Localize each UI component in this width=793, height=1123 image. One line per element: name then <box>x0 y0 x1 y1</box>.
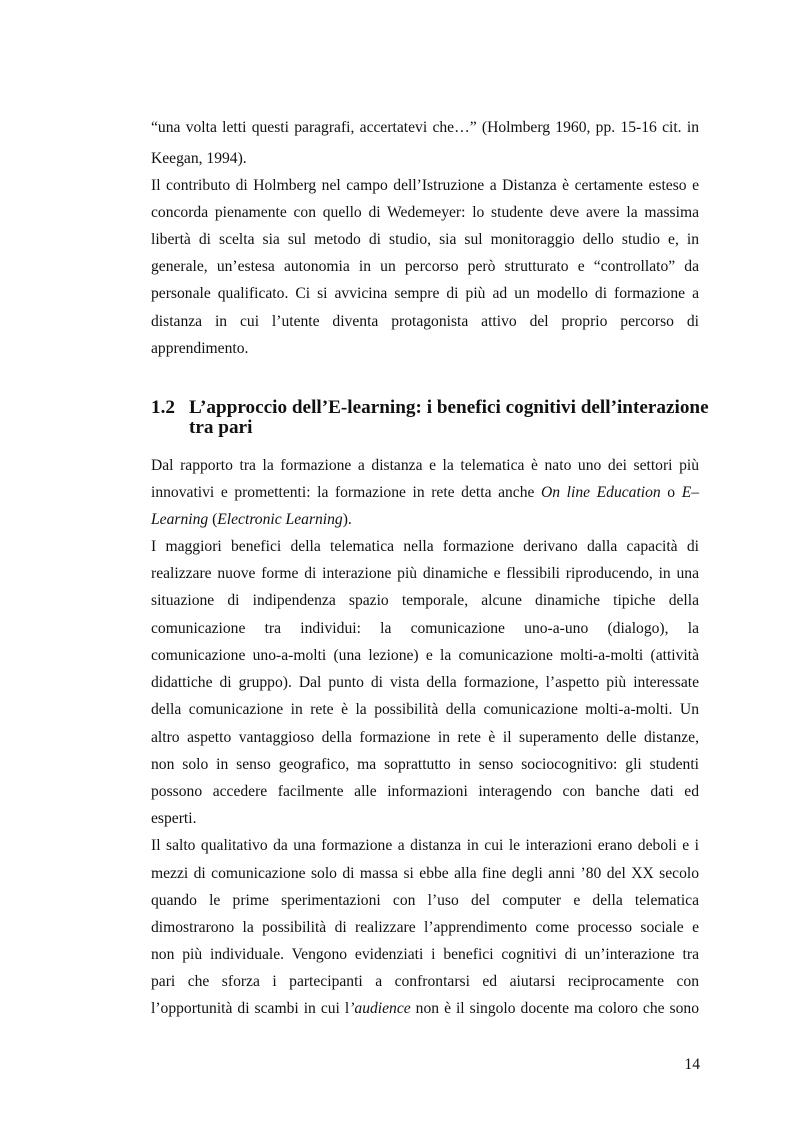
paragraph-2-line-7: apprendimento. <box>151 340 249 357</box>
paragraph-5-line-2: mezzi di comunicazione solo di massa si ebbe alla fine degli anni ’80 del XX secolo <box>151 865 699 882</box>
paragraph-3-text: innovativi e promettenti: la formazione in rete detta anche <box>151 484 542 501</box>
page-number: 14 <box>684 1056 700 1073</box>
paragraph-4-line-4: comunicazione tra individui: la comunicazione uno-a-uno (dialogo), la <box>151 620 699 637</box>
paragraph-2-line-4: generale, un’estesa autonomia in un percorso però strutturato e “controllato” da <box>151 258 699 275</box>
paragraph-3-line-2 <box>151 483 699 503</box>
paragraph-3-text: o <box>660 484 682 501</box>
paragraph-4-line-5: comunicazione uno-a-molti (una lezione) e la comunicazione molti-a-molti (attività <box>151 647 699 664</box>
paragraph-5-line-7 <box>151 999 699 1019</box>
paragraph-2-line-3: libertà di scelta sia sul metodo di studio, sia sul monitoraggio dello studio e, in <box>151 231 699 248</box>
paragraph-4-line-9: non solo in senso geografico, ma soprattutto in senso sociocognitivo: gli studenti <box>151 756 699 773</box>
section-number: 1.2 <box>151 397 175 418</box>
e-learning-term-end: Learning <box>151 511 209 528</box>
paragraph-4-line-8: altro aspetto vantaggioso della formazione in rete è il superamento delle distanze, <box>151 729 699 746</box>
paragraph-4-line-6: didattiche di gruppo). Dal punto di vista della formazione, l’aspetto più interessate <box>151 674 699 691</box>
section-title-line-2: tra pari <box>189 417 253 438</box>
paragraph-5-line-5: non più individuale. Vengono evidenziati i benefici cognitivi di un’interazione tra <box>151 946 699 963</box>
paragraph-5-line-6: pari che sforza i partecipanti a confrontarsi ed aiutarsi reciprocamente con <box>151 973 699 990</box>
paragraph-3-text: ). <box>342 511 352 528</box>
paragraph-4-line-2: realizzare nuove forme di interazione più dinamiche e flessibili riproducendo, in una <box>151 565 699 582</box>
paragraph-2-line-5: personale qualificato. Ci si avvicina sempre di più ad un modello di formazione a <box>151 285 699 302</box>
paragraph-5-line-3: quando le prime sperimentazioni con l’uso del computer e della telematica <box>151 892 699 909</box>
audience-term: ’audience <box>349 1000 411 1017</box>
paragraph-5-text: l’opportunità di scambi in cui l <box>151 1000 350 1017</box>
paragraph-3-line-1: Dal rapporto tra la formazione a distanza e la telematica è nato uno dei settori più <box>151 457 699 474</box>
electronic-learning-term: Electronic Learning <box>217 511 343 528</box>
paragraph-4-line-11: esperti. <box>151 810 197 827</box>
paragraph-4-line-7: della comunicazione in rete è la possibilità della comunicazione molti-a-molti. Un <box>151 701 699 718</box>
paragraph-3-text: ( <box>208 511 218 528</box>
paragraph-5-line-4: dimostrarono la possibilità di realizzare l’apprendimento come processo sociale e <box>151 919 699 936</box>
paragraph-1-line-2: Keegan, 1994). <box>151 150 247 167</box>
paragraph-5-text: non è il singolo docente ma coloro che sono <box>410 1000 699 1017</box>
section-title-line-1: L’approccio dell’E-learning: i benefici cognitivi dell’interazione <box>189 397 709 418</box>
on-line-education-term: On line Education <box>541 484 661 501</box>
paragraph-2-line-2: concorda pienamente con quello di Wedemeyer: lo studente deve avere la massima <box>151 204 699 221</box>
paragraph-4-line-1: I maggiori benefici della telematica nella formazione derivano dalla capacità di <box>151 538 699 555</box>
paragraph-4-line-3: situazione di indipendenza spazio temporale, alcune dinamiche tipiche della <box>151 592 699 609</box>
paragraph-5-line-1: Il salto qualitativo da una formazione a distanza in cui le interazioni erano deboli e i <box>151 837 699 854</box>
paragraph-2-line-1: Il contributo di Holmberg nel campo dell’Istruzione a Distanza è certamente esteso e <box>151 177 699 194</box>
e-learning-term-start: E– <box>681 484 700 501</box>
paragraph-4-line-10: possono accedere facilmente alle informazioni interagendo con banche dati ed <box>151 783 699 800</box>
paragraph-2-line-6: distanza in cui l’utente diventa protagonista attivo del proprio percorso di <box>151 313 699 330</box>
paragraph-1-line-1: “una volta letti questi paragrafi, accertatevi che…” (Holmberg 1960, pp. 15-16 cit. in <box>151 119 699 136</box>
paragraph-3-line-3 <box>151 510 699 530</box>
